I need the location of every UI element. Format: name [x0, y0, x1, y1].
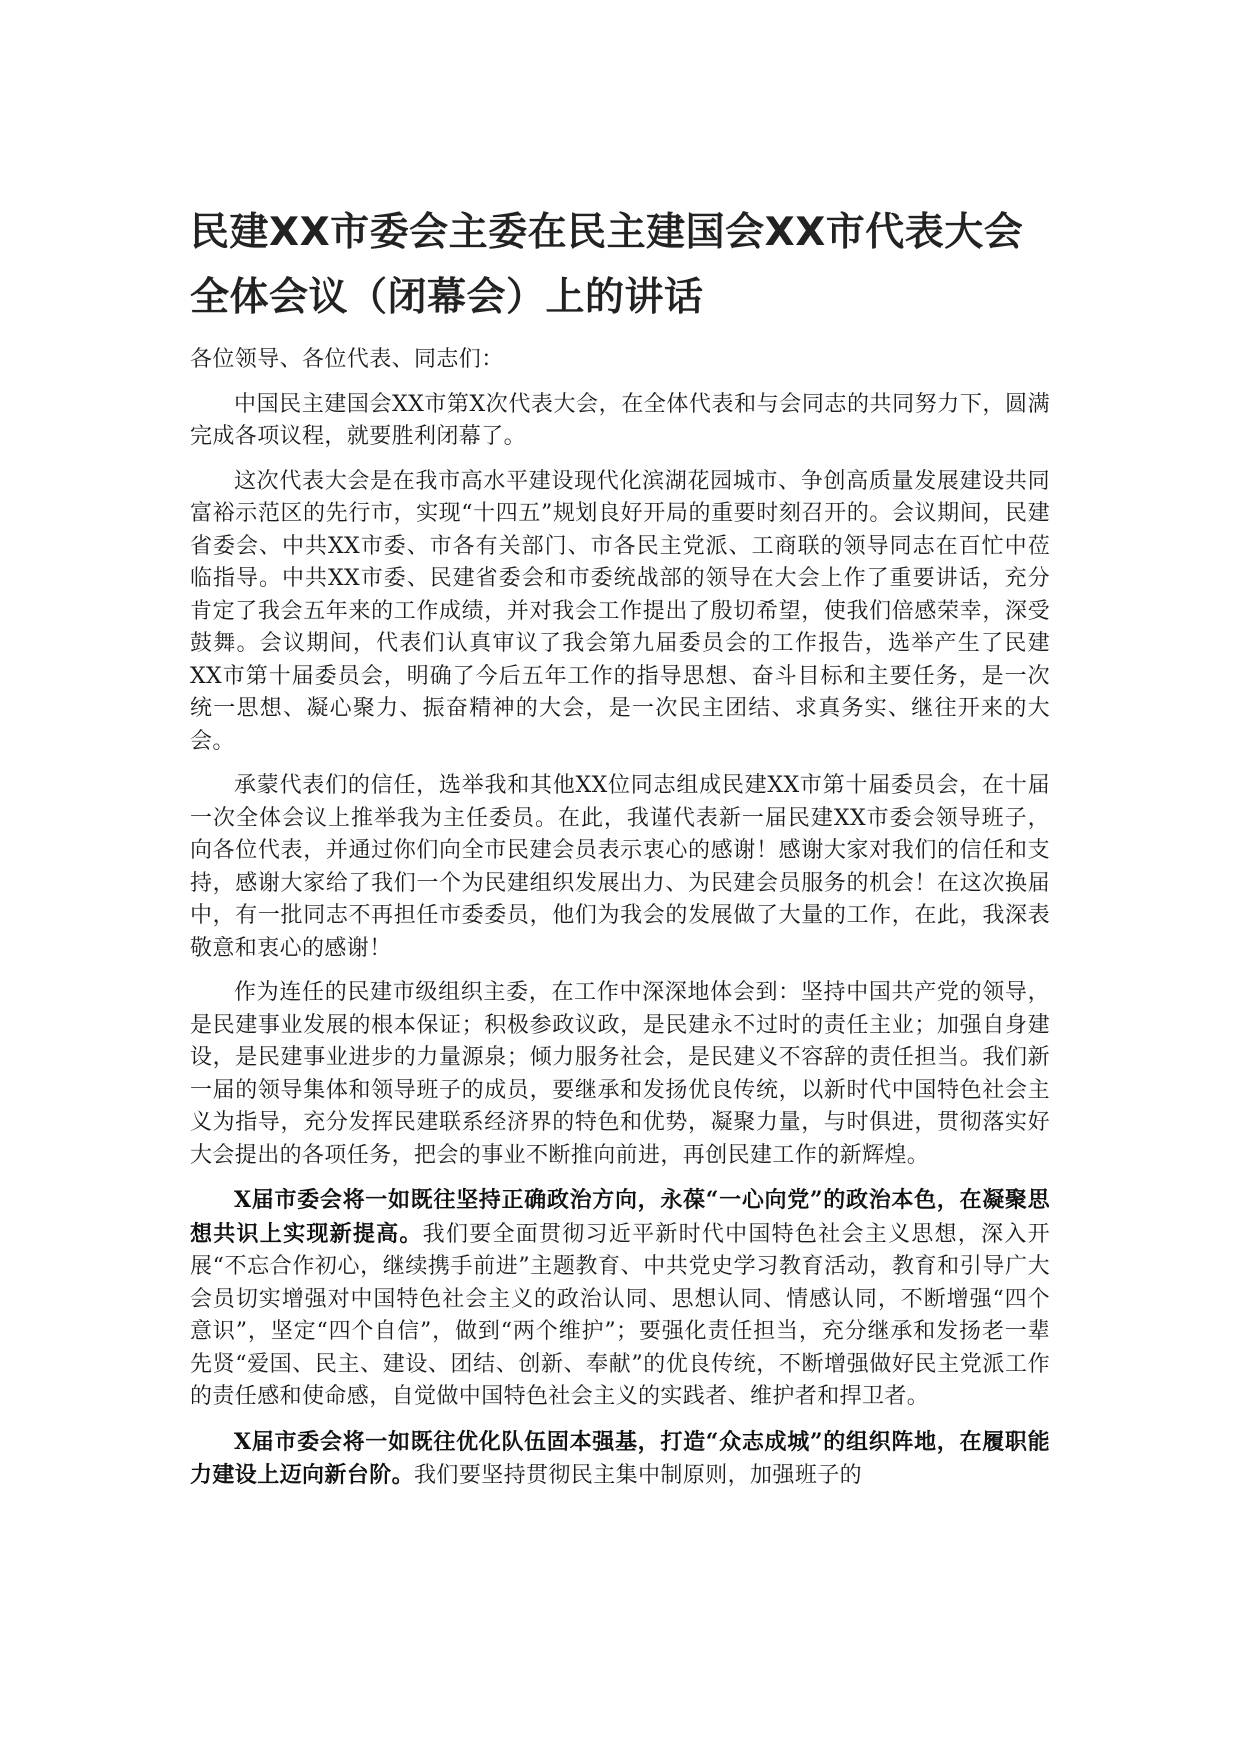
salutation: 各位领导、各位代表、同志们： [190, 347, 504, 372]
paragraph-1 [190, 389, 1050, 454]
paragraph-5-text: 我们要全面贯彻习近平新时代中国特色社会主义思想，深入开展“不忘合作初心，继续携手前进”主题教育、中共党史学习教育活动，教育和引导广大会员切实增强对中国特色社会主义的政治认同、思想认同、情感认同，不断增强“四个意识”，坚定“四个自信”，做到“两个维护”；要强化责任担当，充分继承和发扬老一辈先贤“爱国、民主、建设、团结、创新、奉献”的优良传统，不断增强做好民主党派工作的责任感和使命感，自觉做中国特色社会主义的实践者、维护者和捍卫者。 [190, 1221, 1050, 1409]
paragraph-5-lead: X届市委会将一如既往坚持正确政治方向，永葆“一心向党”的政治本色，在凝聚思想共识上实现新提高。 [190, 1187, 1050, 1247]
paragraph-1-text: 中国民主建国会XX市第X次代表大会，在全体代表和与会同志的共同努力下，圆满完成各项议程，就要胜利闭幕了。 [190, 391, 1050, 449]
paragraph-2 [190, 466, 1050, 759]
paragraph-5 [190, 1184, 1050, 1414]
paragraph-6-text: 我们要坚持贯彻民主集中制原则，加强班子的 [414, 1463, 863, 1488]
document-title: 民建XX市委会主委在民主建国会XX市代表大会全体会议（闭幕会）上的讲话 [190, 210, 1024, 320]
paragraph-2-text: 这次代表大会是在我市高水平建设现代化滨湖花园城市、争创高质量发展建设共同富裕示范区的先行市，实现“十四五”规划良好开局的重要时刻召开的。会议期间，民建省委会、中共XX市委、市各有关部门、市各民主党派、工商联的领导同志在百忙中莅临指导。中共XX市委、民建省委会和市委统战部的领导在大会上作了重要讲话，充分肯定了我会五年来的工作成绩，并对我会工作提出了殷切希望，使我们倍感荣幸，深受鼓舞。会议期间，代表们认真审议了我会第九届委员会的工作报告，选举产生了民建XX市第十届委员会，明确了今后五年工作的指导思想、奋斗目标和主要任务，是一次统一思想、凝心聚力、振奋精神的大会，是一次民主团结、求真务实、继往开来的大会。 [190, 468, 1050, 754]
paragraph-4-text: 作为连任的民建市级组织主委，在工作中深深地体会到：坚持中国共产党的领导，是民建事业发展的根本保证；积极参政议政，是民建永不过时的责任主业；加强自身建设，是民建事业进步的力量源泉；倾力服务社会，是民建义不容辞的责任担当。我们新一届的领导集体和领导班子的成员，要继承和发扬优良传统，以新时代中国特色社会主义为指导，充分发挥民建联系经济界的特色和优势，凝聚力量，与时俱进，贯彻落实好大会提出的各项任务，把会的事业不断推向前进，再创民建工作的新辉煌。 [190, 980, 1050, 1168]
paragraph-3-text: 承蒙代表们的信任，选举我和其他XX位同志组成民建XX市第十届委员会，在十届一次全体会议上推举我为主任委员。在此，我谨代表新一届民建XX市委会领导班子，向各位代表，并通过你们向全市民建会员表示衷心的感谢！感谢大家对我们的信任和支持，感谢大家给了我们一个为民建组织发展出力、为民建会员服务的机会！在这次换届中，有一批同志不再担任市委委员，他们为我会的发展做了大量的工作，在此，我深表敬意和衷心的感谢！ [190, 773, 1050, 961]
paragraph-4 [190, 977, 1050, 1172]
paragraph-6 [190, 1426, 1050, 1493]
paragraph-6-lead: X届市委会将一如既往优化队伍固本强基，打造“众志成城”的组织阵地，在履职能力建设上迈向新台阶。 [190, 1428, 1050, 1488]
document-page [190, 200, 1050, 1505]
paragraph-3 [190, 770, 1050, 965]
